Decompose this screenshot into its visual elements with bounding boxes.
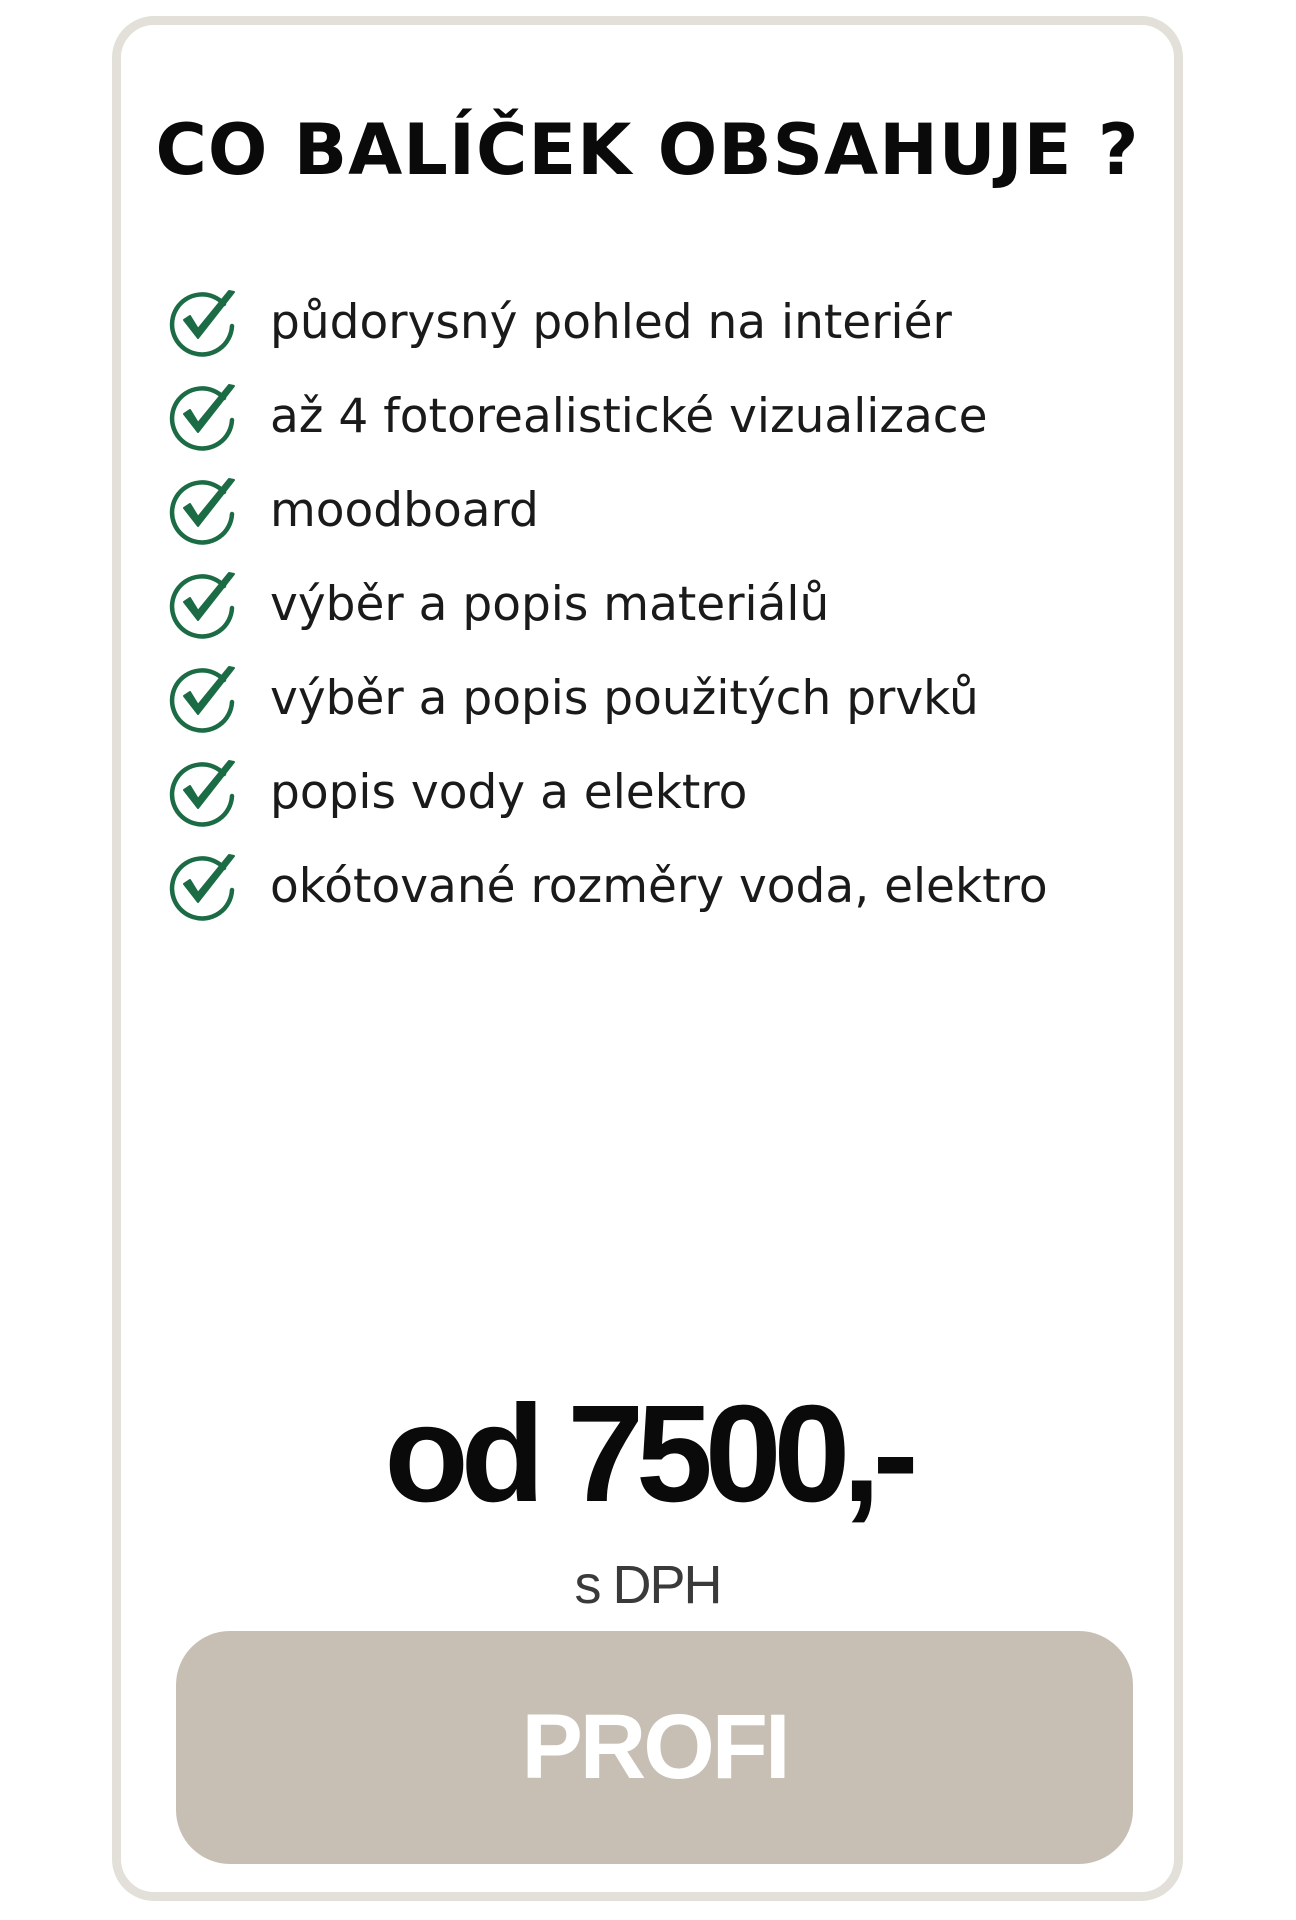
tax-note: s DPH <box>574 1555 721 1615</box>
package-card <box>112 16 1183 1901</box>
check-icon <box>168 286 240 358</box>
feature-label: až 4 fotorealistické vizualizace <box>270 388 988 444</box>
feature-label: výběr a popis použitých prvků <box>270 670 979 726</box>
check-icon <box>168 474 240 546</box>
feature-label: výběr a popis materiálů <box>270 576 830 632</box>
feature-item <box>168 463 1048 557</box>
feature-item <box>168 275 1048 369</box>
feature-label: popis vody a elektro <box>270 764 748 820</box>
check-icon <box>168 756 240 828</box>
check-icon <box>168 568 240 640</box>
price: od 7500,- <box>384 1377 911 1531</box>
check-icon <box>168 850 240 922</box>
profi-button-label: PROFI <box>521 1696 788 1798</box>
feature-item <box>168 557 1048 651</box>
feature-label: půdorysný pohled na interiér <box>270 294 952 350</box>
feature-label: moodboard <box>270 482 539 538</box>
feature-item <box>168 369 1048 463</box>
package-title: CO BALÍČEK OBSAHUJE ? <box>155 109 1140 191</box>
feature-list <box>168 275 1048 933</box>
profi-button[interactable] <box>176 1631 1133 1864</box>
feature-item <box>168 839 1048 933</box>
check-icon <box>168 662 240 734</box>
feature-label: okótované rozměry voda, elektro <box>270 858 1048 914</box>
feature-item <box>168 651 1048 745</box>
check-icon <box>168 380 240 452</box>
feature-item <box>168 745 1048 839</box>
